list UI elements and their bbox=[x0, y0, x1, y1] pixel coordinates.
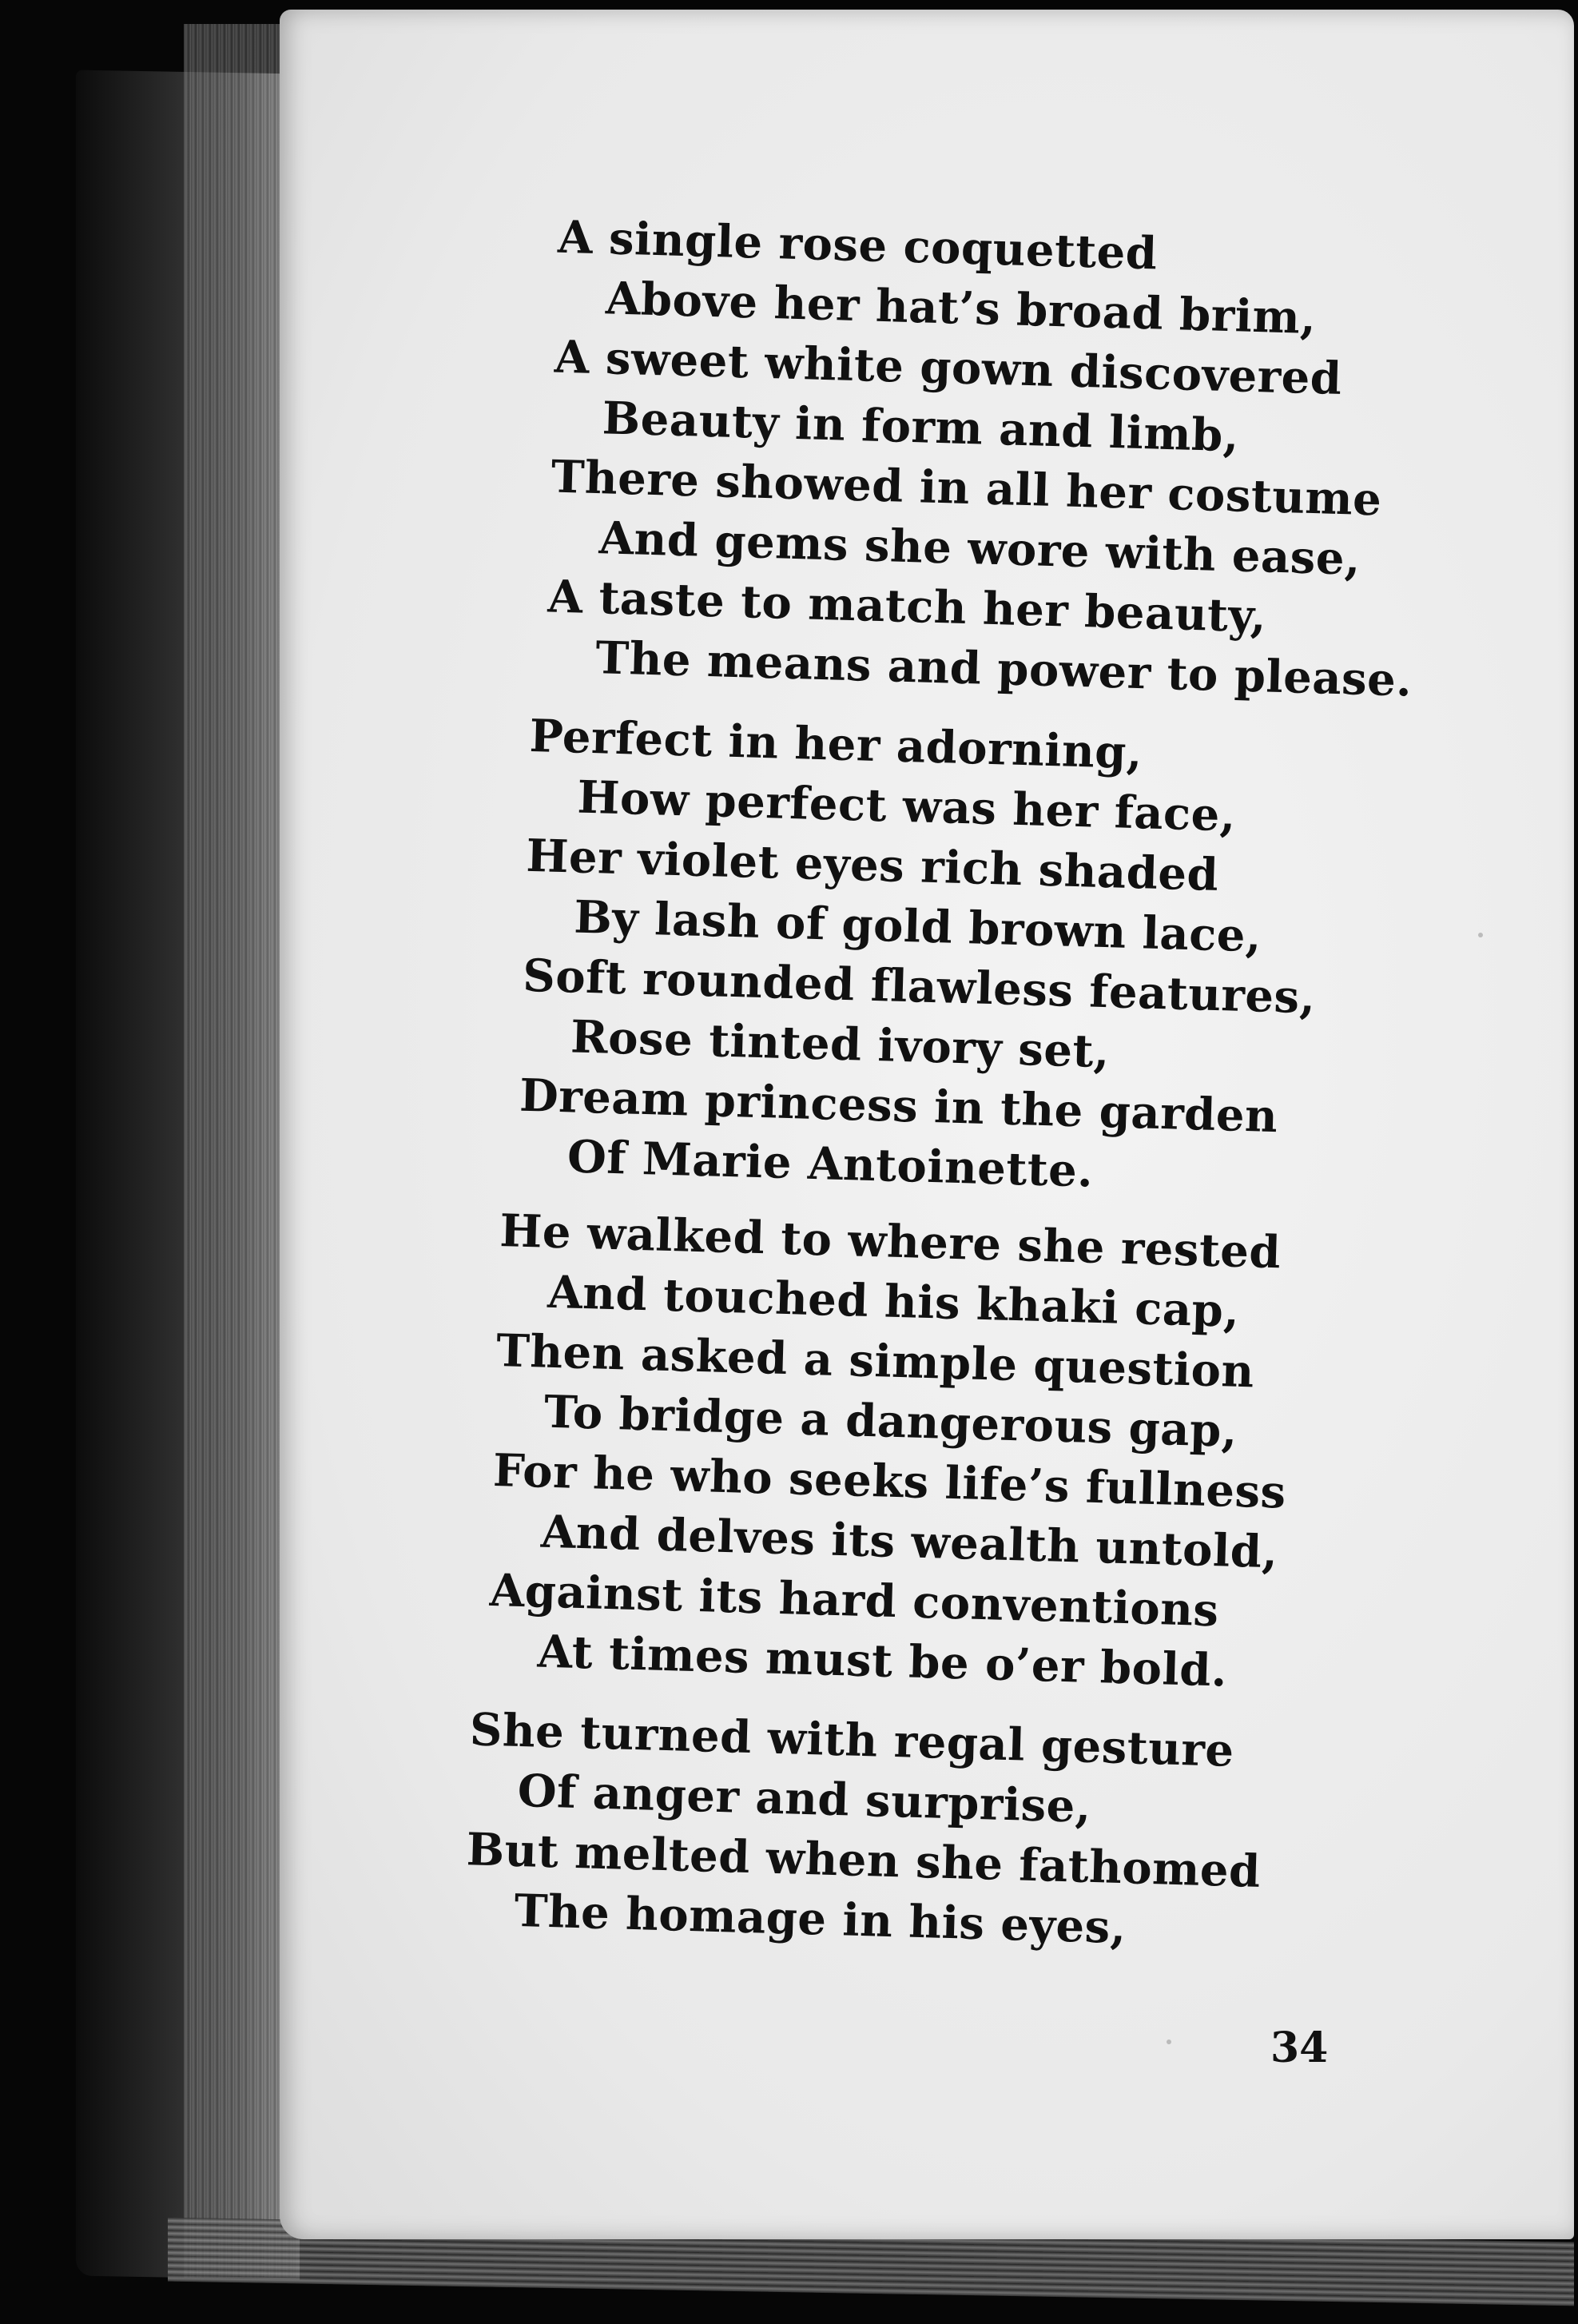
poem-line: How perfect was her face, bbox=[576, 770, 1237, 842]
poem-line: Beauty in form and limb, bbox=[602, 392, 1240, 463]
page-number: 34 bbox=[1270, 2024, 1329, 2072]
poem-line: Rose tinted ivory set, bbox=[570, 1010, 1111, 1079]
poem-line: Soft rounded flawless features, bbox=[522, 949, 1317, 1025]
stanza-4 bbox=[464, 1700, 1578, 1973]
poem-line: She turned with regal gesture bbox=[469, 1703, 1235, 1777]
poem-line: At times must be o’er bold. bbox=[536, 1625, 1228, 1697]
poem-line: Then asked a simple question bbox=[495, 1323, 1255, 1399]
poem-line: Dream princess in the garden bbox=[519, 1068, 1279, 1144]
paper-speck bbox=[1167, 2039, 1171, 2044]
poem-line: Of Marie Antoinette. bbox=[566, 1130, 1095, 1198]
poem-line: Above her hat’s broad brim, bbox=[605, 272, 1318, 345]
poem-line: And gems she wore with ease, bbox=[598, 511, 1361, 586]
stanza-3 bbox=[487, 1201, 1578, 1714]
poem-line: There showed in all her costume bbox=[550, 450, 1383, 527]
poem-line: But melted when she fathomed bbox=[465, 1823, 1262, 1898]
poem-line: He walked to where she rested bbox=[499, 1204, 1282, 1279]
poem-line: A taste to match her beauty, bbox=[547, 570, 1267, 643]
poem-line: A sweet white gown discovered bbox=[554, 330, 1343, 406]
stanza-2 bbox=[517, 706, 1578, 1220]
poem-line: For he who seeks life’s fullness bbox=[492, 1443, 1287, 1519]
poem-line: Her violet eyes rich shaded bbox=[525, 829, 1220, 901]
stanza-1 bbox=[546, 208, 1578, 721]
poem-line: Of anger and surprise, bbox=[517, 1764, 1092, 1833]
poem-line: The homage in his eyes, bbox=[513, 1884, 1127, 1955]
poem-line: To bridge a dangerous gap, bbox=[543, 1385, 1238, 1458]
poem-line: The means and power to please. bbox=[594, 631, 1413, 707]
poem-line: And touched his khaki cap, bbox=[547, 1265, 1241, 1338]
poem-line: Against its hard conventions bbox=[489, 1563, 1220, 1638]
poem-text bbox=[247, 0, 1578, 2262]
poem-line: A single rose coquetted bbox=[557, 210, 1159, 281]
book-page bbox=[280, 10, 1574, 2239]
poem-line: Perfect in her adorning, bbox=[528, 709, 1143, 780]
poem-line: By lash of gold brown lace, bbox=[573, 890, 1262, 963]
poem-line: And delves its wealth untold, bbox=[540, 1505, 1279, 1579]
paper-speck bbox=[1478, 933, 1483, 937]
